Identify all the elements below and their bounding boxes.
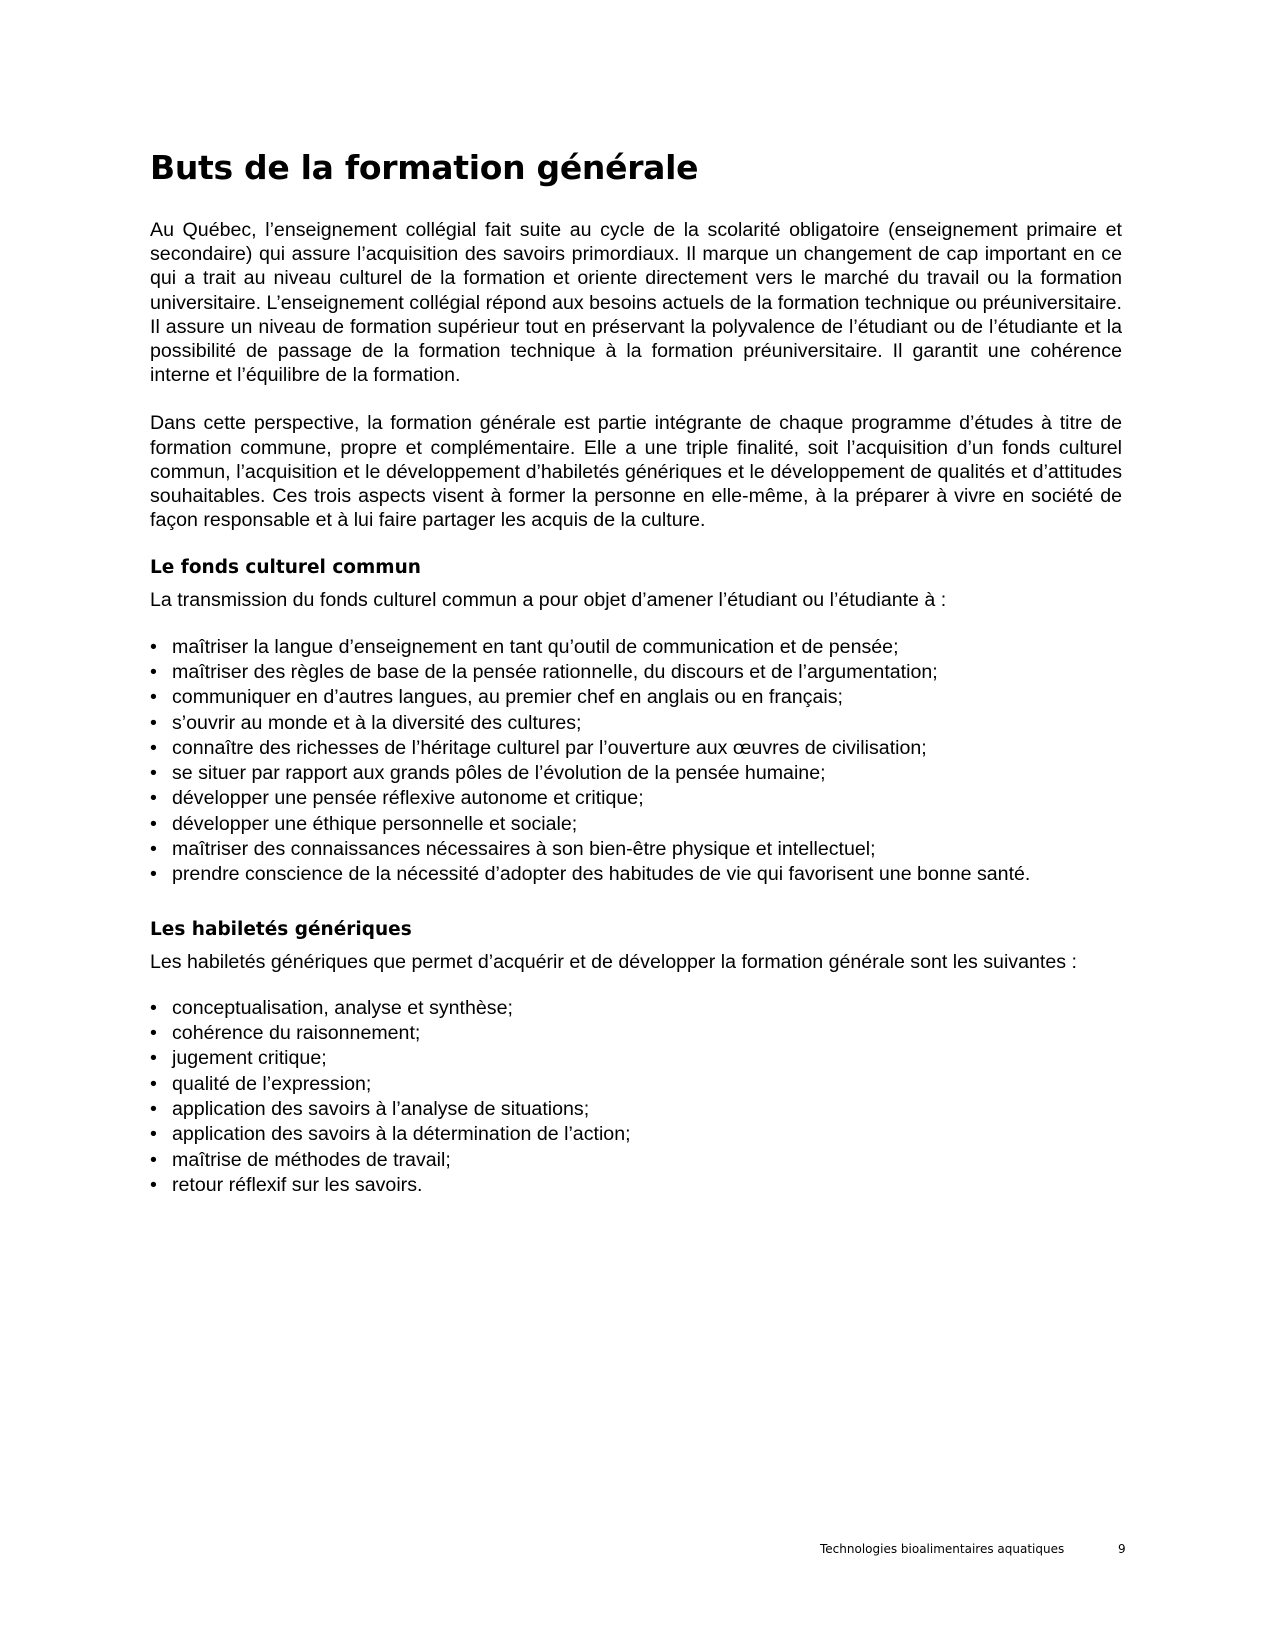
section-heading-fonds-culturel: Le fonds culturel commun: [150, 557, 421, 579]
bullet-icon: •: [150, 812, 157, 835]
list-item: • connaître des richesses de l’héritage culturel par l’ouverture aux œuvres de civilisation;: [150, 736, 1122, 761]
bullet-icon: •: [150, 660, 157, 683]
bullet-icon: •: [150, 1148, 157, 1171]
bullet-icon: •: [150, 838, 157, 861]
list-item: • conceptualisation, analyse et synthèse;: [150, 996, 1122, 1021]
footer-document-title: Technologies bioalimentaires aquatiques: [820, 1542, 1065, 1556]
list-item: • s’ouvrir au monde et à la diversité des cultures;: [150, 711, 1122, 736]
list-item: • communiquer en d’autres langues, au premier chef en anglais ou en français;: [150, 685, 1122, 710]
list-item: • retour réflexif sur les savoirs.: [150, 1173, 1122, 1198]
bullet-icon: •: [150, 1022, 157, 1045]
list-item: • maîtrise de méthodes de travail;: [150, 1148, 1122, 1173]
list-item: • développer une pensée réflexive autonome et critique;: [150, 786, 1122, 811]
bullet-icon: •: [150, 863, 157, 886]
section-intro-habiletes: Les habiletés génériques que permet d’acquérir et de développer la formation générale sont les suivantes :: [150, 950, 1077, 973]
page-number: 9: [1118, 1542, 1126, 1556]
list-item: • maîtriser des règles de base de la pensée rationnelle, du discours et de l’argumentation;: [150, 660, 1122, 685]
bullet-icon: •: [150, 686, 157, 709]
bullet-list-habiletes: [150, 996, 1122, 1198]
page-title: Buts de la formation générale: [150, 148, 699, 187]
bullet-icon: •: [150, 1047, 157, 1070]
list-item: • maîtriser la langue d’enseignement en tant qu’outil de communication et de pensée;: [150, 635, 1122, 660]
bullet-icon: •: [150, 996, 157, 1019]
paragraph-intro: Au Québec, l’enseignement collégial fait suite au cycle de la scolarité obligatoire (enseignement primaire et secondaire) qui assure l’acquisition des savoirs primordiaux. Il marque un changement de cap important en ce qui a trait au niveau culturel de la formation et oriente directement vers le marché du travail ou la formation universitaire. L’enseignement collégial répond aux besoins actuels de la formation technique ou préuniversitaire. Il assure un niveau de formation supérieur tout en préservant la polyvalence de l’étudiant ou de l’étudiante et la possibilité de passage de la formation technique à la formation préuniversitaire. Il garantit une cohérence interne et l’équilibre de la formation.: [150, 219, 1122, 387]
bullet-icon: •: [150, 1123, 157, 1146]
page-content: [150, 148, 1122, 1228]
list-item: • qualité de l’expression;: [150, 1072, 1122, 1097]
bullet-icon: •: [150, 711, 157, 734]
bullet-icon: •: [150, 1072, 157, 1095]
list-item: • maîtriser des connaissances nécessaires à son bien-être physique et intellectuel;: [150, 837, 1122, 862]
list-item: • prendre conscience de la nécessité d’adopter des habitudes de vie qui favorisent une bonne santé.: [150, 862, 1122, 887]
section-heading-habiletes: Les habiletés génériques: [150, 918, 412, 940]
section-intro-fonds-culturel: La transmission du fonds culturel commun a pour objet d’amener l’étudiant ou l’étudiante à :: [150, 589, 947, 612]
bullet-icon: •: [150, 762, 157, 785]
list-item: • cohérence du raisonnement;: [150, 1021, 1122, 1046]
list-item: • se situer par rapport aux grands pôles de l’évolution de la pensée humaine;: [150, 761, 1122, 786]
bullet-icon: •: [150, 736, 157, 759]
bullet-icon: •: [150, 1173, 157, 1196]
list-item: • application des savoirs à l’analyse de situations;: [150, 1097, 1122, 1122]
bullet-list-fonds-culturel: [150, 635, 1122, 888]
bullet-icon: •: [150, 787, 157, 810]
list-item: • jugement critique;: [150, 1046, 1122, 1071]
list-item: • développer une éthique personnelle et sociale;: [150, 812, 1122, 837]
paragraph-perspective: Dans cette perspective, la formation générale est partie intégrante de chaque programme d’études à titre de formation commune, propre et complémentaire. Elle a une triple finalité, soit l’acquisition d’un fonds culturel commun, l’acquisition et le développement d’habiletés génériques et le développement de qualités et d’attitudes souhaitables. Ces trois aspects visent à former la personne en elle-même, à la préparer à vivre en société de façon responsable et à lui faire partager les acquis de la culture.: [150, 412, 1122, 532]
bullet-icon: •: [150, 635, 157, 658]
bullet-icon: •: [150, 1098, 157, 1120]
list-item: • application des savoirs à la détermination de l’action;: [150, 1122, 1122, 1147]
